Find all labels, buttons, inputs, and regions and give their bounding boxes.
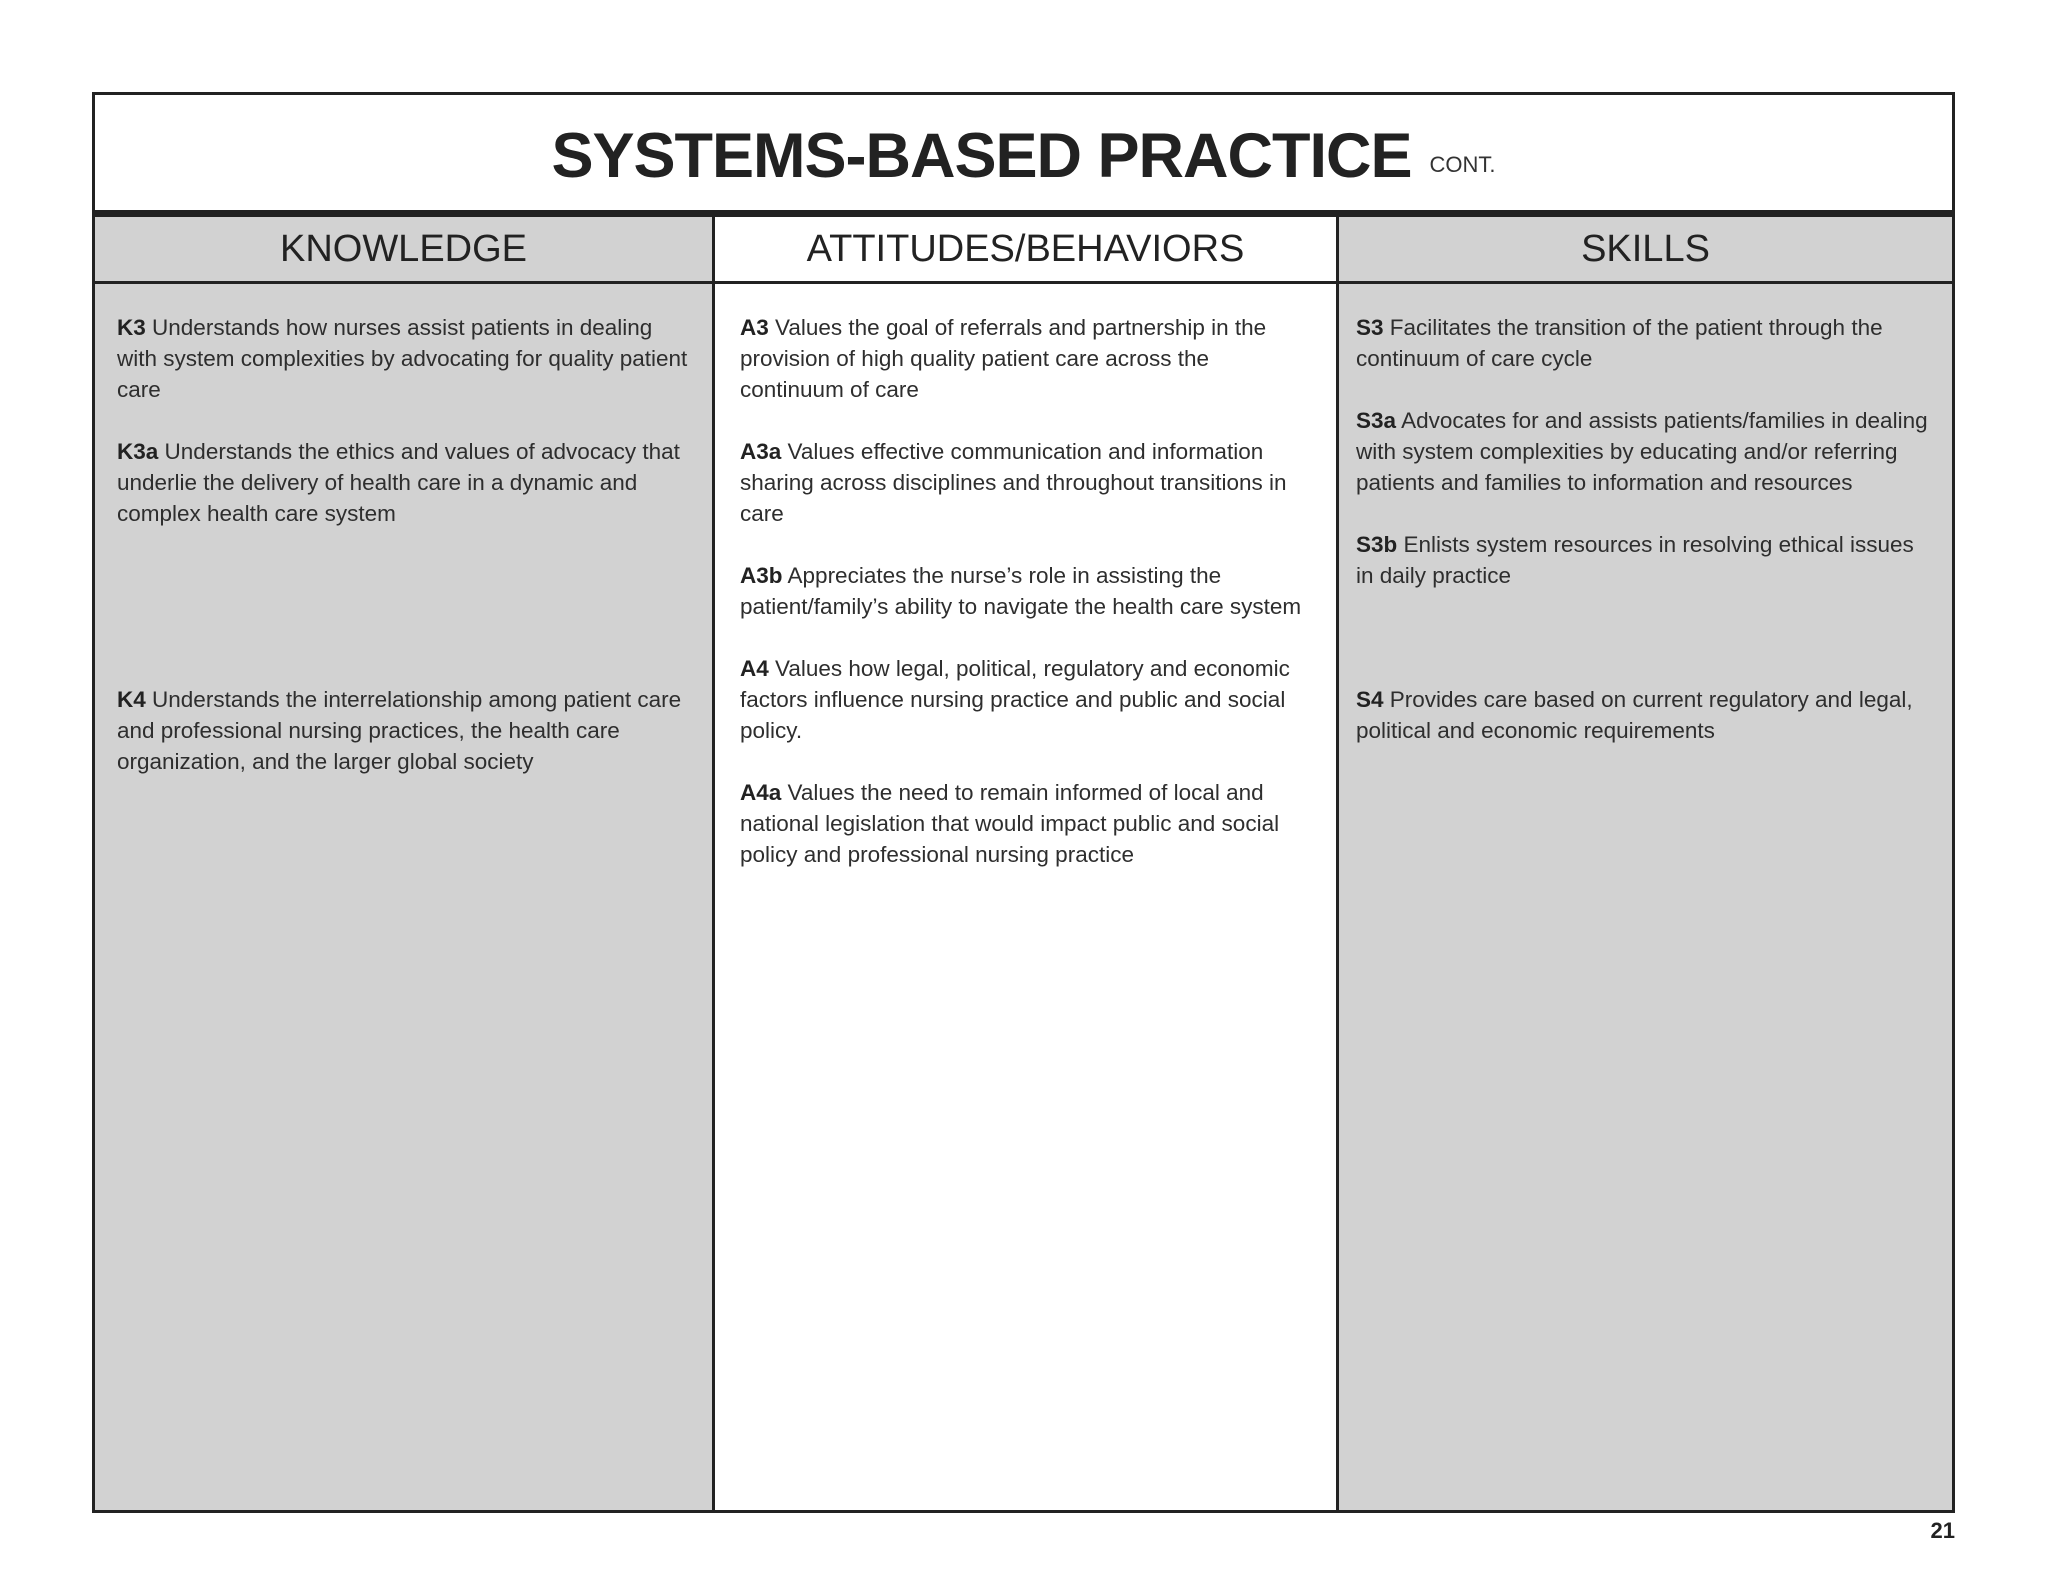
skills-body bbox=[1339, 284, 1952, 746]
attitudes-item-a3a bbox=[740, 436, 1316, 529]
column-divider bbox=[712, 217, 715, 1510]
column-divider bbox=[1336, 217, 1339, 1510]
page-number: 21 bbox=[1930, 1518, 1955, 1543]
item-code: A4a bbox=[740, 780, 782, 805]
attitudes-heading: ATTITUDES/BEHAVIORS bbox=[715, 217, 1336, 284]
item-code: A3 bbox=[740, 315, 769, 340]
item-text: Appreciates the nurse’s role in assisting the patient/family’s ability to navigate the health care system bbox=[740, 563, 1302, 619]
item-code: A4 bbox=[740, 656, 769, 681]
item-text: Understands the interrelationship among patient care and professional nursing practices, the health care organization, and the larger global society bbox=[117, 687, 682, 774]
item-text: Understands the ethics and values of advocacy that underlie the delivery of health care in a dynamic and complex health care system bbox=[117, 439, 680, 526]
item-code: A3a bbox=[740, 439, 782, 464]
item-code: K3a bbox=[117, 439, 159, 464]
title-divider bbox=[95, 210, 1952, 217]
knowledge-item-k4 bbox=[117, 684, 690, 777]
title-bar bbox=[95, 95, 1952, 212]
attitudes-item-a4a bbox=[740, 777, 1316, 870]
item-text: Facilitates the transition of the patient through the continuum of care cycle bbox=[1356, 315, 1883, 371]
spacer bbox=[1356, 622, 1932, 684]
attitudes-item-a3b bbox=[740, 560, 1316, 622]
item-text: Provides care based on current regulatory and legal, political and economic requirements bbox=[1356, 687, 1913, 743]
item-code: S4 bbox=[1356, 687, 1384, 712]
attitudes-item-a3 bbox=[740, 312, 1316, 405]
item-code: A3b bbox=[740, 563, 783, 588]
item-text: Advocates for and assists patients/families in dealing with system complexities by educating and/or referring patients and families to information and resources bbox=[1356, 408, 1928, 495]
item-text: Values the need to remain informed of local and national legislation that would impact public and social policy and professional nursing practice bbox=[740, 780, 1280, 867]
spacer bbox=[117, 560, 690, 684]
item-code: S3b bbox=[1356, 532, 1398, 557]
skills-item-s3a bbox=[1356, 405, 1932, 498]
knowledge-item-k3a bbox=[117, 436, 690, 529]
knowledge-item-k3 bbox=[117, 312, 690, 405]
skills-item-s3b bbox=[1356, 529, 1932, 591]
knowledge-heading: KNOWLEDGE bbox=[95, 217, 712, 284]
page-title: SYSTEMS-BASED PRACTICE bbox=[551, 120, 1412, 191]
item-code: K3 bbox=[117, 315, 146, 340]
item-code: S3a bbox=[1356, 408, 1397, 433]
item-text: Values the goal of referrals and partnership in the provision of high quality patient care across the continuum of care bbox=[740, 315, 1267, 402]
item-text: Values how legal, political, regulatory and economic factors influence nursing practice and public and social policy. bbox=[740, 656, 1290, 743]
skills-heading: SKILLS bbox=[1339, 217, 1952, 284]
item-text: Values effective communication and information sharing across disciplines and throughout transitions in care bbox=[740, 439, 1287, 526]
title-suffix: CONT. bbox=[1429, 151, 1496, 177]
item-text: Enlists system resources in resolving ethical issues in daily practice bbox=[1356, 532, 1914, 588]
knowledge-column bbox=[95, 217, 712, 1510]
knowledge-body bbox=[95, 284, 712, 777]
attitudes-item-a4 bbox=[740, 653, 1316, 746]
item-code: S3 bbox=[1356, 315, 1384, 340]
attitudes-column bbox=[715, 217, 1336, 1510]
item-code: K4 bbox=[117, 687, 146, 712]
skills-item-s3 bbox=[1356, 312, 1932, 374]
attitudes-body bbox=[715, 284, 1336, 870]
competency-table bbox=[92, 92, 1955, 1513]
skills-item-s4 bbox=[1356, 684, 1932, 746]
item-text: Understands how nurses assist patients in dealing with system complexities by advocating for quality patient care bbox=[117, 315, 688, 402]
skills-column bbox=[1339, 217, 1952, 1510]
